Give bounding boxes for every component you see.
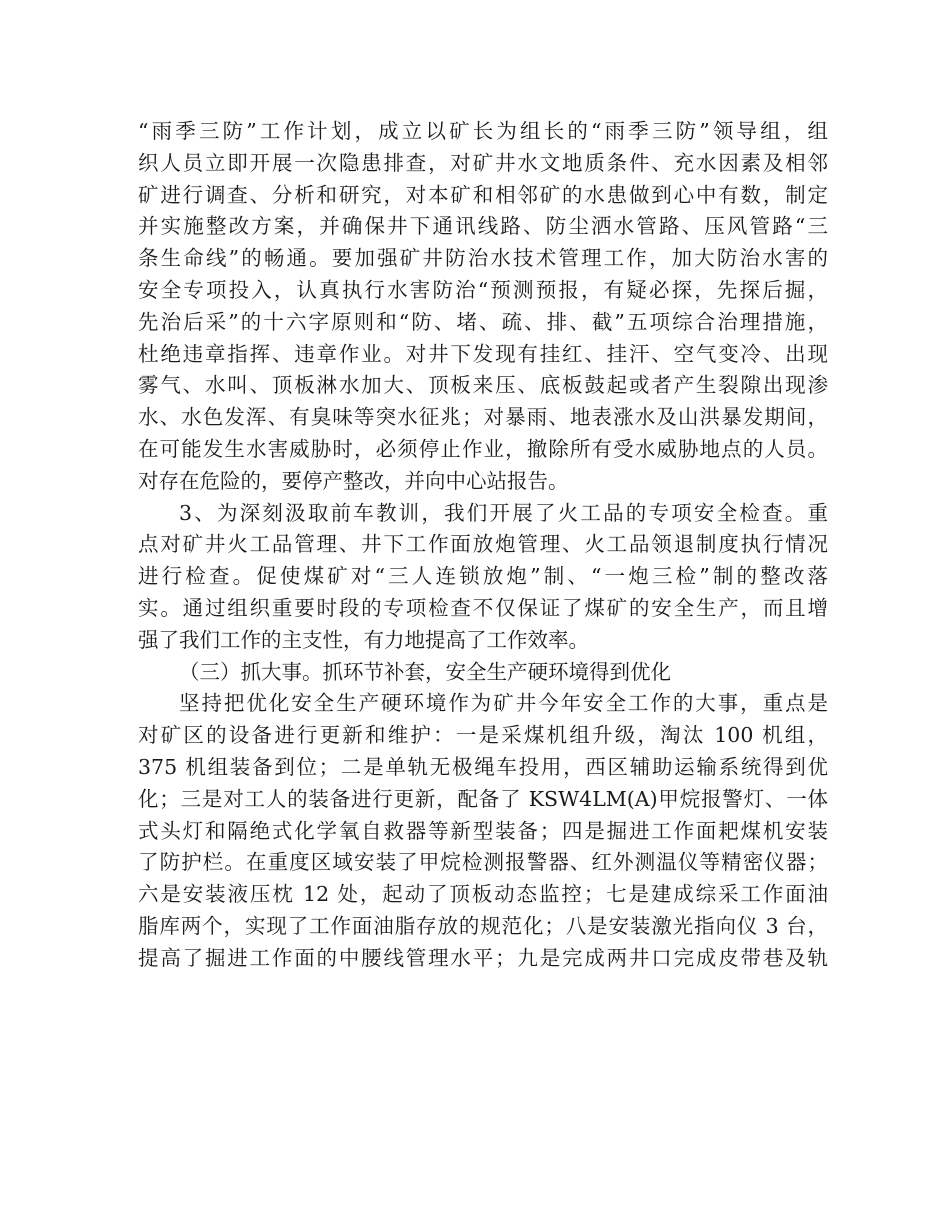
section-heading: （三）抓大事。抓环节补套，安全生产硬环境得到优化 [179,659,671,684]
text-line: 式头灯和隔绝式化学氧自救器等新型装备；四是掘进工作面耙煤机安装 [138,818,828,843]
text-line: 脂库两个，实现了工作面油脂存放的规范化；八是安装激光指向仪 3 台， [138,913,828,938]
text-line: 了防护栏。在重度区域安装了甲烷检测报警器、红外测温仪等精密仪器； [138,850,828,875]
text-line: 375 机组装备到位；二是单轨无极绳车投用，西区辅助运输系统得到优 [138,754,828,779]
paragraph-start-line: 坚持把优化安全生产硬环境作为矿井今年安全工作的大事，重点是 [179,691,828,716]
text-line: “雨季三防”工作计划，成立以矿长为组长的“雨季三防”领导组，组 [138,119,828,143]
text-line: 安全专项投入，认真执行水害防治“预测预报，有疑必探，先探后掘， [138,277,828,302]
paragraph-start-line: 3、为深刻汲取前车教训，我们开展了火工品的专项安全检查。重 [179,500,828,525]
text-line: 水、水色发浑、有臭味等突水征兆；对暴雨、地表涨水及山洪暴发期间， [138,405,828,430]
text-line: 提高了掘进工作面的中腰线管理水平；九是完成两井口完成皮带巷及轨 [138,945,828,970]
text-line: 在可能发生水害威胁时，必须停止作业，撤除所有受水威胁地点的人员。 [138,436,828,461]
text-line: 织人员立即开展一次隐患排查，对矿井水文地质条件、充水因素及相邻 [138,150,828,175]
text-line: 并实施整改方案，并确保井下通讯线路、防尘洒水管路、压风管路“三 [138,214,828,239]
text-line: 实。通过组织重要时段的专项检查不仅保证了煤矿的安全生产，而且增 [138,595,828,620]
text-line: 点对矿井火工品管理、井下工作面放炮管理、火工品领退制度执行情况 [138,532,828,557]
text-line: 对存在危险的，要停产整改，并向中心站报告。 [138,468,569,493]
text-line: 先治后采”的十六字原则和“防、堵、疏、排、截”五项综合治理措施， [138,309,828,334]
text-line: 对矿区的设备进行更新和维护：一是采煤机组升级，淘汰 100 机组， [138,723,828,748]
body-text [138,116,828,975]
text-line: 六是安装液压枕 12 处，起动了顶板动态监控；七是建成综采工作面油 [138,882,828,907]
text-line: 强了我们工作的主支性，有力地提高了工作效率。 [138,627,589,652]
text-line: 条生命线”的畅通。要加强矿井防治水技术管理工作，加大防治水害的 [138,246,828,271]
text-line: 化；三是对工人的装备进行更新，配备了 KSW4LM(A)甲烷报警灯、一体 [138,786,828,811]
text-line: 雾气、水叫、顶板淋水加大、顶板来压、底板鼓起或者产生裂隙出现渗 [138,373,828,398]
text-line: 进行检查。促使煤矿对“三人连锁放炮”制、“一炮三检”制的整改落 [138,564,828,589]
text-line: 矿进行调查、分析和研究，对本矿和相邻矿的水患做到心中有数，制定 [138,182,828,207]
text-line: 杜绝违章指挥、违章作业。对井下发现有挂红、挂汗、空气变冷、出现 [138,341,828,366]
